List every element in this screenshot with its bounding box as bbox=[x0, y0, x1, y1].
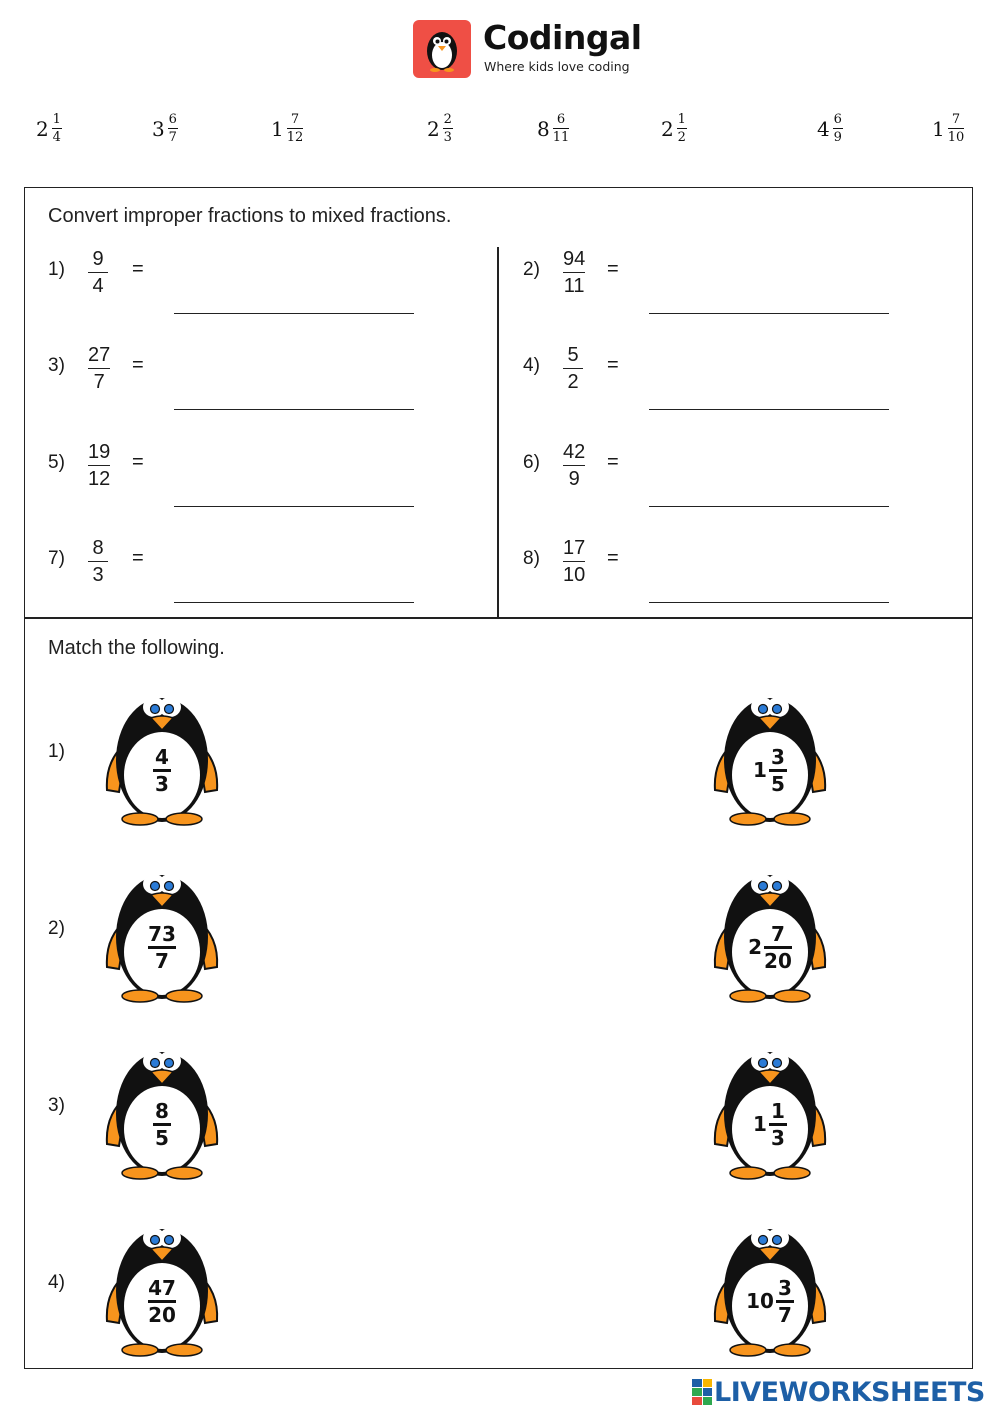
numerator: 9 bbox=[92, 248, 104, 270]
fraction-bar bbox=[563, 561, 585, 562]
denominator: 20 bbox=[764, 948, 792, 973]
equals-sign: = bbox=[132, 258, 144, 280]
match-left-penguin[interactable] bbox=[97, 1211, 227, 1359]
numerator: 1 bbox=[770, 1099, 785, 1123]
answer-bank-item bbox=[817, 112, 843, 145]
denominator: 5 bbox=[770, 771, 785, 796]
fraction bbox=[769, 1100, 787, 1149]
denominator: 5 bbox=[155, 1125, 169, 1150]
fraction bbox=[148, 923, 176, 972]
fraction-bar bbox=[553, 128, 570, 129]
numerator: 1 bbox=[677, 112, 686, 127]
penguin-fraction bbox=[97, 746, 227, 795]
numerator: 7 bbox=[290, 112, 300, 127]
denominator: 12 bbox=[88, 468, 111, 491]
fraction-bar bbox=[287, 128, 304, 129]
match-number: 4) bbox=[48, 1272, 65, 1293]
convert-problem bbox=[48, 241, 428, 301]
answer-bank-item bbox=[36, 112, 62, 145]
denominator: 10 bbox=[947, 130, 965, 145]
denominator: 20 bbox=[148, 1302, 176, 1327]
problem-number: 5) bbox=[48, 452, 65, 473]
numerator: 7 bbox=[770, 922, 785, 946]
improper-fraction bbox=[563, 343, 583, 394]
whole-number: 2 bbox=[748, 935, 763, 960]
answer-input[interactable] bbox=[174, 581, 414, 603]
numerator: 8 bbox=[92, 537, 104, 559]
whole-number: 1 bbox=[271, 116, 284, 141]
answer-bank-item bbox=[932, 112, 964, 145]
denominator: 9 bbox=[833, 130, 842, 145]
numerator: 17 bbox=[563, 537, 586, 559]
numerator: 7 bbox=[951, 112, 961, 127]
fraction-bar bbox=[563, 272, 585, 273]
answer-input[interactable] bbox=[649, 581, 889, 603]
penguin-mixed-number bbox=[705, 923, 835, 972]
improper-fraction bbox=[88, 343, 110, 394]
numerator: 5 bbox=[567, 344, 579, 366]
equals-sign: = bbox=[607, 547, 619, 569]
denominator: 4 bbox=[92, 275, 104, 298]
penguin-mixed-number bbox=[705, 1100, 835, 1149]
match-left-penguin[interactable] bbox=[97, 857, 227, 1005]
problem-number: 6) bbox=[523, 452, 540, 473]
answer-input[interactable] bbox=[649, 388, 889, 410]
answer-bank-item bbox=[427, 112, 453, 145]
improper-fraction bbox=[88, 440, 110, 491]
denominator: 11 bbox=[563, 275, 585, 298]
fraction bbox=[948, 112, 965, 145]
numerator: 94 bbox=[563, 248, 586, 270]
numerator: 6 bbox=[168, 112, 177, 127]
fraction-bar bbox=[443, 128, 453, 129]
fraction-bar bbox=[168, 128, 178, 129]
fraction-bar bbox=[677, 128, 687, 129]
fraction bbox=[52, 112, 62, 145]
match-instruction: Match the following. bbox=[48, 637, 225, 659]
fraction-bar bbox=[948, 128, 965, 129]
fraction-bar bbox=[88, 272, 108, 273]
denominator: 3 bbox=[92, 564, 104, 587]
problem-number: 7) bbox=[48, 548, 65, 569]
problem-number: 3) bbox=[48, 355, 65, 376]
convert-problem bbox=[48, 434, 428, 494]
answer-bank-item bbox=[661, 112, 687, 145]
numerator: 3 bbox=[777, 1276, 792, 1300]
whole-number: 2 bbox=[36, 116, 49, 141]
whole-number: 8 bbox=[537, 116, 550, 141]
fraction-bar bbox=[833, 128, 843, 129]
equals-sign: = bbox=[132, 451, 144, 473]
numerator: 1 bbox=[52, 112, 61, 127]
match-left-penguin[interactable] bbox=[97, 1034, 227, 1182]
whole-number: 2 bbox=[427, 116, 440, 141]
denominator: 4 bbox=[52, 130, 61, 145]
logo bbox=[413, 20, 471, 78]
penguin-mixed-number bbox=[705, 746, 835, 795]
numerator: 6 bbox=[833, 112, 842, 127]
answer-bank bbox=[0, 108, 1000, 158]
numerator: 6 bbox=[556, 112, 566, 127]
answer-input[interactable] bbox=[649, 485, 889, 507]
fraction bbox=[168, 112, 178, 145]
convert-problem bbox=[523, 530, 903, 590]
denominator: 7 bbox=[93, 371, 105, 394]
fraction bbox=[287, 112, 304, 145]
header bbox=[413, 20, 643, 80]
penguin-fraction bbox=[97, 1277, 227, 1326]
equals-sign: = bbox=[607, 451, 619, 473]
answer-input[interactable] bbox=[174, 388, 414, 410]
penguin-mixed-number bbox=[705, 1277, 835, 1326]
fraction bbox=[153, 1100, 171, 1149]
whole-number: 1 bbox=[753, 1112, 767, 1137]
match-right-penguin[interactable] bbox=[705, 857, 835, 1005]
denominator: 10 bbox=[563, 564, 586, 587]
numerator: 2 bbox=[443, 112, 452, 127]
match-number: 1) bbox=[48, 741, 65, 762]
denominator: 7 bbox=[777, 1302, 792, 1327]
denominator: 9 bbox=[568, 468, 580, 491]
fraction bbox=[553, 112, 570, 145]
fraction bbox=[764, 923, 792, 972]
fraction bbox=[833, 112, 843, 145]
improper-fraction bbox=[88, 247, 108, 298]
penguin-logo-icon bbox=[422, 26, 462, 72]
convert-problem bbox=[523, 241, 903, 301]
whole-number: 2 bbox=[661, 116, 674, 141]
fraction-bar bbox=[563, 368, 583, 369]
match-right-penguin[interactable] bbox=[705, 1034, 835, 1182]
convert-problem bbox=[523, 434, 903, 494]
improper-fraction bbox=[563, 440, 585, 491]
equals-sign: = bbox=[132, 354, 144, 376]
numerator: 19 bbox=[88, 441, 111, 463]
equals-sign: = bbox=[607, 258, 619, 280]
column-divider bbox=[497, 247, 499, 618]
penguin-fraction bbox=[97, 923, 227, 972]
fraction bbox=[776, 1277, 794, 1326]
denominator: 11 bbox=[552, 130, 570, 145]
improper-fraction bbox=[563, 536, 585, 587]
answer-input[interactable] bbox=[174, 485, 414, 507]
denominator: 2 bbox=[677, 130, 686, 145]
whole-number: 10 bbox=[746, 1289, 774, 1314]
whole-number: 3 bbox=[152, 116, 165, 141]
answer-bank-item bbox=[537, 112, 569, 145]
numerator: 47 bbox=[148, 1276, 176, 1300]
whole-number: 1 bbox=[932, 116, 945, 141]
denominator: 7 bbox=[168, 130, 177, 145]
match-number: 3) bbox=[48, 1095, 65, 1116]
match-number: 2) bbox=[48, 918, 65, 939]
problem-number: 4) bbox=[523, 355, 540, 376]
brand-name: Codingal bbox=[483, 18, 642, 57]
answer-input[interactable] bbox=[174, 292, 414, 314]
problem-number: 8) bbox=[523, 548, 540, 569]
numerator: 3 bbox=[770, 745, 785, 769]
equals-sign: = bbox=[132, 547, 144, 569]
fraction-bar bbox=[52, 128, 62, 129]
match-right-penguin[interactable] bbox=[705, 1211, 835, 1359]
problem-number: 1) bbox=[48, 259, 65, 280]
fraction bbox=[443, 112, 453, 145]
whole-number: 4 bbox=[817, 116, 830, 141]
convert-problem bbox=[523, 337, 903, 397]
section-divider bbox=[24, 617, 973, 619]
answer-bank-item bbox=[152, 112, 178, 145]
fraction bbox=[153, 746, 171, 795]
whole-number: 1 bbox=[753, 758, 767, 783]
denominator: 3 bbox=[155, 771, 169, 796]
improper-fraction bbox=[88, 536, 108, 587]
problem-number: 2) bbox=[523, 259, 540, 280]
match-left-penguin[interactable] bbox=[97, 680, 227, 828]
fraction-bar bbox=[88, 465, 110, 466]
equals-sign: = bbox=[607, 354, 619, 376]
convert-instruction: Convert improper fractions to mixed fractions. bbox=[48, 205, 452, 227]
numerator: 27 bbox=[88, 344, 111, 366]
answer-bank-item bbox=[271, 112, 303, 145]
numerator: 8 bbox=[155, 1099, 169, 1123]
match-right-penguin[interactable] bbox=[705, 680, 835, 828]
denominator: 2 bbox=[567, 371, 579, 394]
convert-problem bbox=[48, 337, 428, 397]
answer-input[interactable] bbox=[649, 292, 889, 314]
denominator: 12 bbox=[286, 130, 304, 145]
numerator: 42 bbox=[563, 441, 586, 463]
brand-tagline: Where kids love coding bbox=[484, 59, 630, 74]
numerator: 73 bbox=[148, 922, 176, 946]
fraction bbox=[677, 112, 687, 145]
denominator: 7 bbox=[155, 948, 169, 973]
fraction-bar bbox=[88, 561, 108, 562]
numerator: 4 bbox=[155, 745, 169, 769]
improper-fraction bbox=[563, 247, 585, 298]
fraction bbox=[148, 1277, 176, 1326]
liveworksheets-logo-icon bbox=[692, 1379, 712, 1405]
denominator: 3 bbox=[443, 130, 452, 145]
convert-problem bbox=[48, 530, 428, 590]
liveworksheets-brand: LIVEWORKSHEETS bbox=[714, 1376, 985, 1408]
penguin-fraction bbox=[97, 1100, 227, 1149]
fraction-bar bbox=[88, 368, 110, 369]
denominator: 3 bbox=[770, 1125, 785, 1150]
footer-branding bbox=[692, 1374, 985, 1410]
fraction-bar bbox=[563, 465, 585, 466]
fraction bbox=[769, 746, 787, 795]
